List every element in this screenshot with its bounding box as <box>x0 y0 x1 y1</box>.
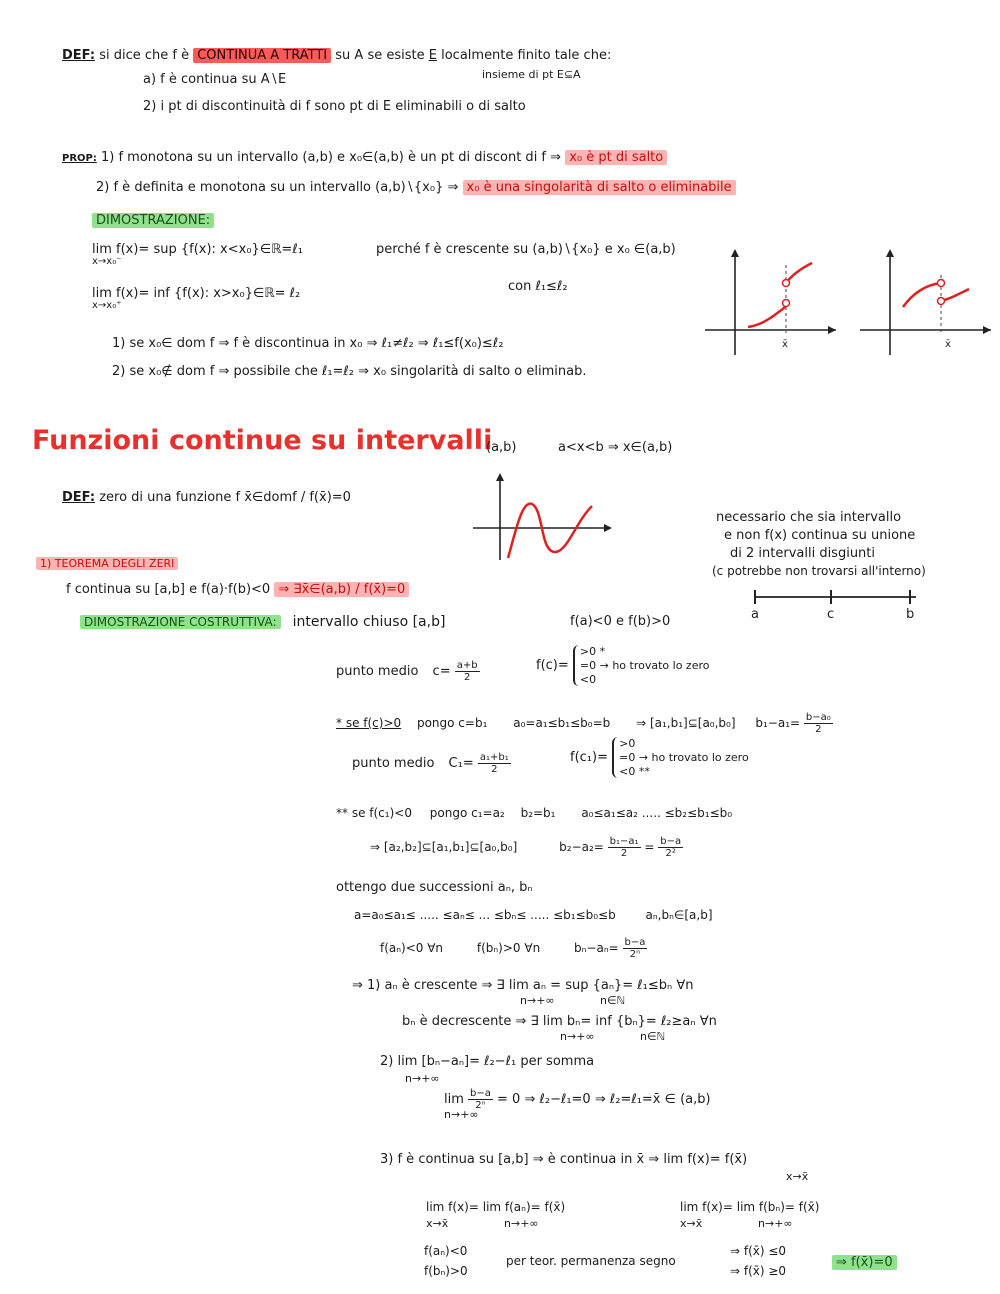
r1b: bₙ è decrescente ⇒ ∃ lim bₙ= inf {bₙ}= ℓ₂≥aₙ ∀n <box>402 1014 717 1029</box>
def-item-2: 2) i pt di discontinuità di f sono pt di E eliminabili o di salto <box>143 99 526 114</box>
step2-eq: = <box>644 840 655 854</box>
jump-graph-2 <box>855 245 995 360</box>
dim-label: DIMOSTRAZIONE: <box>92 213 214 228</box>
pm2-frac <box>478 752 511 775</box>
def-highlight: CONTINUA A TRATTI <box>193 48 331 63</box>
prop-2-text: 2) f è definita e monotona su un intervallo (a,b)∖{x₀} ⇒ <box>96 180 459 195</box>
def-pre: si dice che f è <box>99 48 190 63</box>
prop-1 <box>62 150 667 166</box>
def-item-1: a) f è continua su A∖E <box>143 72 287 87</box>
pm-den: 2 <box>463 672 471 683</box>
midpoint-c <box>336 660 480 683</box>
theorem-statement <box>66 582 409 598</box>
r1a: ⇒ 1) aₙ è crescente ⇒ ∃ lim aₙ = sup {aₙ}= ℓ₁≤bₙ ∀n <box>352 978 694 993</box>
dim-costruttiva <box>80 614 445 631</box>
open-point <box>783 300 790 307</box>
pm2-den: 2 <box>491 764 498 775</box>
theorem-thesis: ⇒ ∃x̄∈(a,b) / f(x̄)=0 <box>274 582 409 597</box>
fx-ge-0: ⇒ f(x̄) ≥0 <box>730 1264 787 1278</box>
jump-graph-1 <box>700 245 840 360</box>
limit-bn-sub2: n→+∞ <box>758 1217 793 1230</box>
f-an-neg: f(aₙ)<0 <box>424 1244 468 1258</box>
step-2 <box>336 806 732 820</box>
curve-right <box>786 263 812 283</box>
def-label: DEF: <box>62 48 96 63</box>
step2-frac1 <box>608 836 641 859</box>
result-1b <box>402 1014 717 1030</box>
step1-b: pongo c=b₁ <box>416 716 488 730</box>
r1a-sub: n→+∞ <box>520 994 555 1007</box>
limit-an-sub2: n→+∞ <box>504 1217 539 1230</box>
dim-costr-label: DIMOSTRAZIONE COSTRUTTIVA: <box>80 615 281 629</box>
r2a-sub: n→+∞ <box>405 1072 440 1085</box>
f-bn-pos: f(bₙ)>0 <box>424 1264 468 1278</box>
dim-label-1 <box>92 213 214 229</box>
prop-2 <box>96 180 736 196</box>
y-arrow <box>731 249 739 257</box>
succ-signs <box>380 937 647 960</box>
curve-right <box>941 289 969 301</box>
lim-right-cond: con ℓ₁≤ℓ₂ <box>508 279 568 294</box>
function-curve <box>508 504 592 558</box>
lim-right-sub: x→x₀⁺ <box>92 299 122 311</box>
step1-a: * se f(c)>0 <box>336 716 402 730</box>
fc-cases <box>536 645 709 686</box>
dim-cond: f(a)<0 e f(b)>0 <box>570 614 671 629</box>
limit-an-sub1: x→x̄ <box>426 1217 449 1230</box>
case-neg: <0 <box>579 672 597 686</box>
curve-left <box>903 283 941 307</box>
theorem-title: 1) TEOREMA DEGLI ZERI <box>36 557 178 570</box>
pm-label: punto medio <box>336 664 419 679</box>
r2b-num: b−a <box>470 1088 491 1099</box>
lim-right-eq: lim f(x)= inf {f(x): x>x₀}∈ℝ= ℓ₂ <box>92 286 301 301</box>
step2-num1: b₁−a₁ <box>609 836 639 847</box>
lim-left <box>92 242 303 268</box>
prop-1-highlight: x₀ è pt di salto <box>565 150 667 165</box>
curve-left <box>748 303 786 327</box>
step2-num2: b−a <box>660 836 682 847</box>
r2b-den: 2ⁿ <box>475 1100 486 1111</box>
result-2b <box>444 1088 711 1111</box>
side-note-1: necessario che sia intervallo <box>716 510 902 525</box>
step2-frac2 <box>658 836 683 859</box>
succ-title: ottengo due successioni aₙ, bₙ <box>336 880 533 895</box>
case2-neg: <0 ** <box>619 764 650 778</box>
step2-e: ⇒ [a₂,b₂]⊆[a₁,b₁]⊆[a₀,b₀] <box>370 840 518 854</box>
lim-right <box>92 286 300 312</box>
final-highlight: ⇒ f(x̄)=0 <box>832 1255 897 1270</box>
final-result <box>832 1255 897 1271</box>
r3-sub: x→x̄ <box>786 1170 809 1183</box>
step1-num: b−a₀ <box>805 712 831 723</box>
succ2-den: 2ⁿ <box>629 949 641 960</box>
succ2b: f(bₙ)>0 ∀n <box>476 941 541 955</box>
step2-a: ** se f(c₁)<0 <box>336 806 412 820</box>
fc1-label: f(c₁)= <box>570 749 608 765</box>
title-note-2: a<x<b ⇒ x∈(a,b) <box>558 440 673 455</box>
step1-frac <box>804 712 833 735</box>
prop-label: PROP: <box>62 153 97 164</box>
tick-label-a: a <box>751 607 759 621</box>
open-point <box>938 298 945 305</box>
lim-left-sub: x→x₀⁻ <box>92 255 122 267</box>
x-arrow <box>983 326 991 334</box>
side-note-2: e non f(x) continua su unione <box>724 528 916 543</box>
r2b-sub: n→+∞ <box>444 1108 479 1121</box>
step2-b: pongo c₁=a₂ <box>429 806 505 820</box>
r1b-sub: n→+∞ <box>560 1030 595 1043</box>
succ2a: f(aₙ)<0 ∀n <box>380 941 444 955</box>
pm-num: a+b <box>456 660 478 671</box>
succ-chain <box>354 908 713 922</box>
step2-den2: 2² <box>665 848 676 859</box>
dim-costr-text: intervallo chiuso [a,b] <box>292 614 446 630</box>
step2-f: b₂−a₂= <box>559 840 604 854</box>
result-3: 3) f è continua su [a,b] ⇒ è continua in x̄ ⇒ lim f(x)= f(x̄) <box>380 1152 748 1167</box>
succ1: a=a₀≤a₁≤ ..... ≤aₙ≤ ... ≤bₙ≤ ..... ≤b₁≤b₀≤b <box>354 908 616 922</box>
section-title: Funzioni continue su intervalli <box>32 425 493 456</box>
tick-label-b: b <box>906 607 915 621</box>
r1b-sub2: n∈ℕ <box>640 1030 666 1043</box>
tick-label-c: c <box>827 607 835 621</box>
step1-d: ⇒ [a₁,b₁]⊆[a₀,b₀] <box>636 716 736 730</box>
def-post: su A se esiste <box>335 48 425 63</box>
fc1-brace <box>612 737 749 778</box>
theorem-label <box>36 556 178 572</box>
xbar-label: x̄ <box>945 339 951 350</box>
x-arrow <box>604 524 612 532</box>
fc-label: f(c)= <box>536 657 569 673</box>
prop-1-text: 1) f monotona su un intervallo (a,b) e x₀∈(a,b) è un pt di discont di f ⇒ <box>101 150 562 165</box>
lim-left-reason: perché f è crescente su (a,b)∖{x₀} e x₀ ∈(a,b) <box>376 242 676 257</box>
r1a-sub2: n∈ℕ <box>600 994 626 1007</box>
y-arrow <box>886 249 894 257</box>
case2-zero: =0 → ho trovato lo zero <box>619 750 749 764</box>
pm-c: c= <box>432 664 451 679</box>
open-point <box>938 280 945 287</box>
step-2b <box>370 836 683 859</box>
interval-axis <box>740 585 930 621</box>
pm2-c: C₁= <box>448 756 474 771</box>
def-post2: localmente finito tale che: <box>441 48 612 63</box>
step1-e: b₁−a₁= <box>755 716 801 730</box>
prop-2-highlight: x₀ è una singolarità di salto o eliminabile <box>463 180 736 195</box>
r2b-lim: lim <box>444 1092 464 1107</box>
open-point <box>783 280 790 287</box>
midpoint-c1 <box>352 752 511 775</box>
def-zero-text: zero di una funzione f x̄∈domf / f(x̄)=0 <box>99 490 351 505</box>
title-note: (a,b) <box>486 440 517 455</box>
step1-den: 2 <box>815 724 822 735</box>
fc1-cases <box>570 737 749 778</box>
permanenza-segno: per teor. permanenza segno <box>506 1254 676 1268</box>
def-note: insieme di pt E⊆A <box>482 68 581 81</box>
theorem-hyp: f continua su [a,b] e f(a)·f(b)<0 <box>66 582 271 597</box>
y-arrow <box>496 473 504 481</box>
side-note-4: (c potrebbe non trovarsi all'interno) <box>712 564 926 578</box>
succ2c: bₙ−aₙ= <box>574 941 619 955</box>
step2-den1: 2 <box>620 848 628 859</box>
limit-bn-sub1: x→x̄ <box>680 1217 703 1230</box>
step-1 <box>336 712 833 735</box>
succ2-num: b−a <box>624 937 646 948</box>
limit-bn: lim f(x)= lim f(bₙ)= f(x̄) <box>680 1200 820 1214</box>
result-1a <box>352 978 693 994</box>
case-1: 1) se x₀∈ dom f ⇒ f è discontinua in x₀ ⇒ ℓ₁≠ℓ₂ ⇒ ℓ₁≤f(x₀)≤ℓ₂ <box>112 336 504 351</box>
succ2-frac <box>623 937 648 960</box>
result-2a: 2) lim [bₙ−aₙ]= ℓ₂−ℓ₁ per somma <box>380 1054 595 1069</box>
case-2: 2) se x₀∉ dom f ⇒ possibile che ℓ₁=ℓ₂ ⇒ x₀ singolarità di salto o eliminab. <box>112 364 587 379</box>
def-label: DEF: <box>62 490 96 505</box>
limit-an: lim f(x)= lim f(aₙ)= f(x̄) <box>426 1200 566 1214</box>
step1-c: a₀=a₁≤b₁≤b₀=b <box>513 716 611 730</box>
def-zero <box>62 490 351 506</box>
def-continua-a-tratti <box>62 48 611 64</box>
side-note-3: di 2 intervalli disgiunti <box>730 546 876 561</box>
fx-le-0: ⇒ f(x̄) ≤0 <box>730 1244 787 1258</box>
pm-frac <box>455 660 480 683</box>
step2-d: a₀≤a₁≤a₂ ..... ≤b₂≤b₁≤b₀ <box>581 806 733 820</box>
lim-left-eq: lim f(x)= sup {f(x): x<x₀}∈ℝ=ℓ₁ <box>92 242 303 257</box>
r2b-rest: = 0 ⇒ ℓ₂−ℓ₁=0 ⇒ ℓ₂=ℓ₁=x̄ ∈ (a,b) <box>497 1092 711 1107</box>
def-E: E <box>428 48 437 63</box>
xbar-label: x̄ <box>782 339 788 350</box>
zero-graph <box>468 470 618 565</box>
pm2-num: a₁+b₁ <box>479 752 509 763</box>
case2-pos: >0 <box>619 737 636 750</box>
succ1b: aₙ,bₙ∈[a,b] <box>645 908 713 922</box>
x-arrow <box>828 326 836 334</box>
step2-c: b₂=b₁ <box>520 806 556 820</box>
fc-brace <box>573 645 710 686</box>
pm2-label: punto medio <box>352 756 435 771</box>
case-zero: =0 → ho trovato lo zero <box>579 658 710 672</box>
case-pos: >0 * <box>579 645 606 658</box>
